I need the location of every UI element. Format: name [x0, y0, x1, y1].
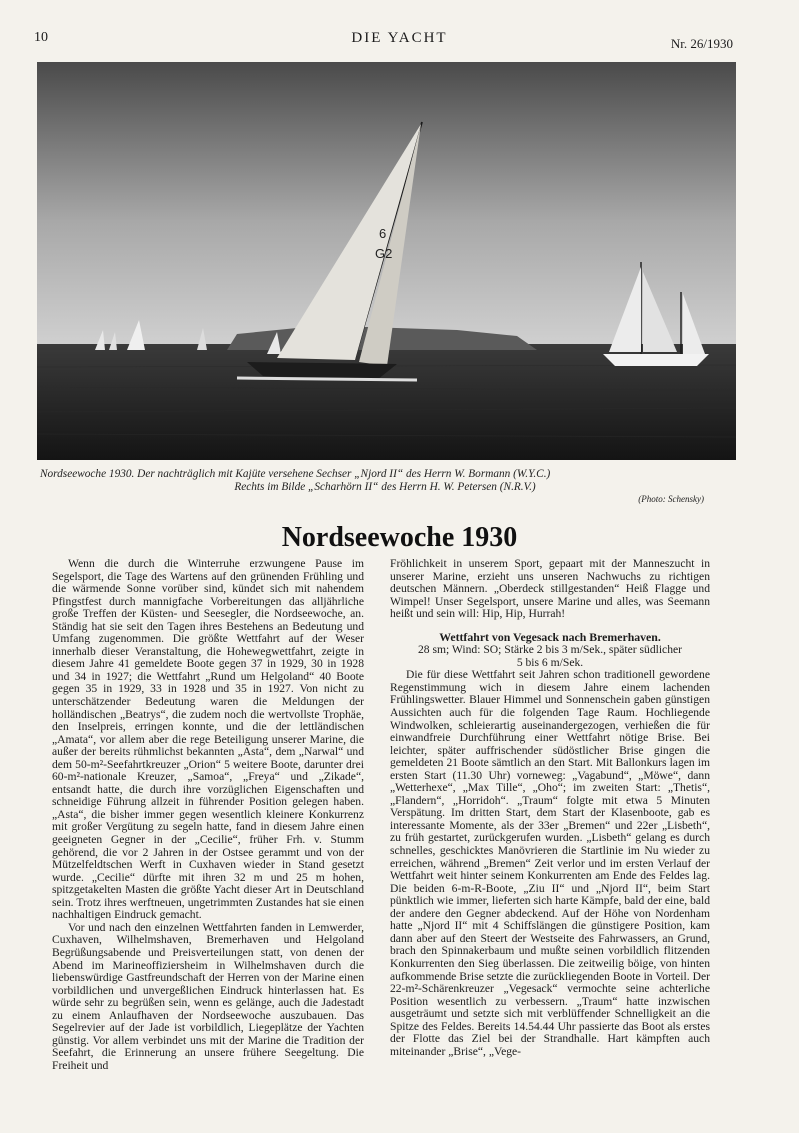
photo-caption — [40, 468, 730, 494]
caption-line-1: Nordseewoche 1930. Der nachträglich mit Kajüte versehene Sechser „Njord II“ des Herrn W. Bormann (W.Y.C.) — [40, 468, 551, 480]
bow-wave — [237, 378, 417, 380]
paragraph: Die für diese Wettfahrt seit Jahren schon traditionell gewordene Regenstimmung wich in diesem Jahre einem lachenden Frühlingswetter. Blauer Himmel und Sonnenschein gaben günstigen Aussichten auch für die folgenden Tage Raum. Hochliegende Windwolken, schleierartig auseinandergezogen, verhießen die für einwandfreie Durchführung einer Wettfahrt nötige Brise. Bei leichter, später auffrischender südöstlicher Brise gingen die gemeldeten 21 Boote sämtlich an den Start. Mit Ballonkurs lagen im ersten Start (11.30 Uhr) vorneweg: „Vagabund“, „Möwe“, dann „Wetterhexe“, „Max Tille“, „Oho“; im zweiten Start: „Thetis“, „Flandern“, „Horridoh“. „Traum“ folgte mit etwa 5 Minuten Verspätung. Im dritten Start, dem Start der Klasenboote, gab es interessante Momente, als der 33er „Bremen“ und 22er „Lisbeth“, zu früh gestartet, zurückgerufen wurden. „Lisbeth“ gelang es durch schnelles, geschicktes Manövrieren die Startlinie im Nu wieder zu erreichen, während „Bremen“ Zeit verlor und im ersten Verlauf der Wettfahrt weit hinter seinem Konkurrenten am Ende des Feldes lag. Die beiden 6-m-R-Boote, „Ziu II“ und „Njord II“, beim Start pünktlich wie immer, lieferten sich harte Kämpfe, bald der eine, bald der andere den Gegner abdeckend. Auf der Höhe von Nordenham hatte „Njord II“ mit 4 Schiffslängen die günstigere Position, kam dann aber auf den Steert der Westseite des Fahrwassers, an Grund, brach den Spinnakerbaum und mußte seinen vorbildlich flitzenden Konkurrenten den Sieg überlassen. Die zeitweilig böige, von hinten aufkommende Brise setzte die zurückliegenden Boote in Vorteil. Der 22-m²-Schärenkreuzer „Vegesack“ vermochte seine achterliche Position wesentlich zu verbessern. „Traum“ hatte inzwischen ausgeträumt und setzte sich mit verblüffender Schnelligkeit an die Spitze des Feldes. Bereits 14.54.44 Uhr passierte das Boot als erstes der Flotte das Ziel bei der Strandhalle. Hart kämpften auch miteinander „Brise“, „Vege- — [390, 668, 710, 1058]
photo-credit: (Photo: Schensky) — [638, 494, 704, 504]
paragraph: Fröhlichkeit in unserem Sport, gepaart mit der Manneszucht in unserer Marine, erzieht uns unseren Nachwuchs zu richtigen deutschen Männern. „Oberdeck stillgestanden“ Heiß Flagge und Wimpel! Unser Segelsport, unsere Marine und alles, was Seemann heißt und sein will: Hip, Hip, Hurrah! — [390, 557, 710, 621]
sail-number-g2: G2 — [375, 246, 393, 261]
sailing-photo — [37, 62, 736, 460]
caption-line-2: Rechts im Bilde „Scharhörn II“ des Herrn H. W. Petersen (N.R.V.) — [234, 481, 536, 493]
paragraph: Vor und nach den einzelnen Wettfahrten fanden in Lemwerder, Cuxhaven, Wilhelmshaven, Bremerhaven und Helgoland Begrüßungsabende und Preisverteilungen statt, von denen der Abend im Marineoffiziersheim in Wilhelmshaven durch die liebenswürdige Gastfreundschaft der Herren von der Marine einen vorbildlichen und unvergeßlichen Eindruck hinterlassen hat. Es würde sehr zu begrüßen sein, wenn es gelänge, auch die Jadestadt zu einem Anlaufhaven der Nordseewoche auszubauen. Das Segelrevier auf der Jade ist vorbildlich, Liegeplätze der Yachten günstig. Vor allem verbindet uns mit der Marine die Tradition der Seefahrt, die Erinnerung an unsere frühere Seegeltung. Die Freiheit und — [52, 920, 364, 1072]
issue-number: Nr. 26/1930 — [670, 36, 733, 51]
schooner-hull — [603, 354, 709, 366]
weather-line: 28 sm; Wind: SO; Stärke 2 bis 3 m/Sek., später südlicher — [417, 643, 683, 657]
right-column — [390, 558, 710, 1058]
paragraph: Wenn die durch die Winterruhe erzwungene Pause im Segelsport, die Tage des Wartens auf den grünenden Frühling und die wärmende Sonne vorüber sind, kündet sich mit nahendem Pfingstfest durch mannigfache Vorbereitungen das alljährliche große Treffen der Küsten- und Seesegler, die Nordseewoche, an. Ständig hat sie seit den Tagen ihres Bestehens an Bedeutung und Umfang zugenommen. Die größte Wettfahrt auf der Weser innerhalb dieser Veranstaltung, die Hohewegwettfahrt, zeigte in diesem Jahre 41 gemeldete Boote gegen 37 in 1929, 30 in 1928 und 34 in 1927; die Wettfahrt „Rund um Helgoland“ 40 Boote gegen 35 in 1929, 33 in 1928 und 35 in 1927. Von nicht zu unterschätzender Bedeutung waren die Meldungen der holländischen „Beatrys“, die zudem noch die wertvollste Trophäe, den Inselpreis, erringen konnte, und die der lettländischen „Amata“, vor allem aber die rege Beteiligung unserer Marine, die außer der bereits rühmlichst bekannten „Asta“, dem „Narwal“ und dem 50-m²-Seefahrtkreuzer „Orion“ 5 weitere Boote, darunter drei 60-m²-nationale Kreuzer, „Samoa“, „Freya“ und „Zikade“, entsandt hatte, die durch ihre vorzüglichen Eigenschaften und schneidige Führung allzeit in führender Position gelegen haben. „Asta“, die bisher immer gegen wesentlich kleinere Konkurrenz mit großer Vergütung zu segeln hatte, fand in diesem Jahre einen geeigneten Gegner in der „Cecilie“, früher Frh. v. Stumm gehörend, die vor 2 Jahren in der Ostsee gerammt und von der Mützelfeldtschen Werft in Cuxhaven wieder in Stand gesetzt wurde. „Cecilie“ dürfte mit ihren 32 m und 25 m hohen, spitzgetakelten Masten die größte Yacht dieser Art in Deutschland sein. Trotz ihres werftneuen, ungetrimmten Zustandes hat sie einen nachhaltigen Eindruck gemacht. — [52, 557, 364, 922]
weather-line: 5 bis 6 m/Sek. — [516, 655, 584, 669]
magazine-title: DIE YACHT — [351, 30, 448, 46]
sailing-photo-icon — [37, 62, 736, 460]
left-column — [52, 558, 364, 1072]
article-title: Nordseewoche 1930 — [281, 522, 518, 553]
page-number: 10 — [34, 30, 48, 45]
sail-number-6: 6 — [379, 226, 387, 241]
section-heading: Wettfahrt von Vegesack nach Bremerhaven. — [439, 629, 661, 644]
